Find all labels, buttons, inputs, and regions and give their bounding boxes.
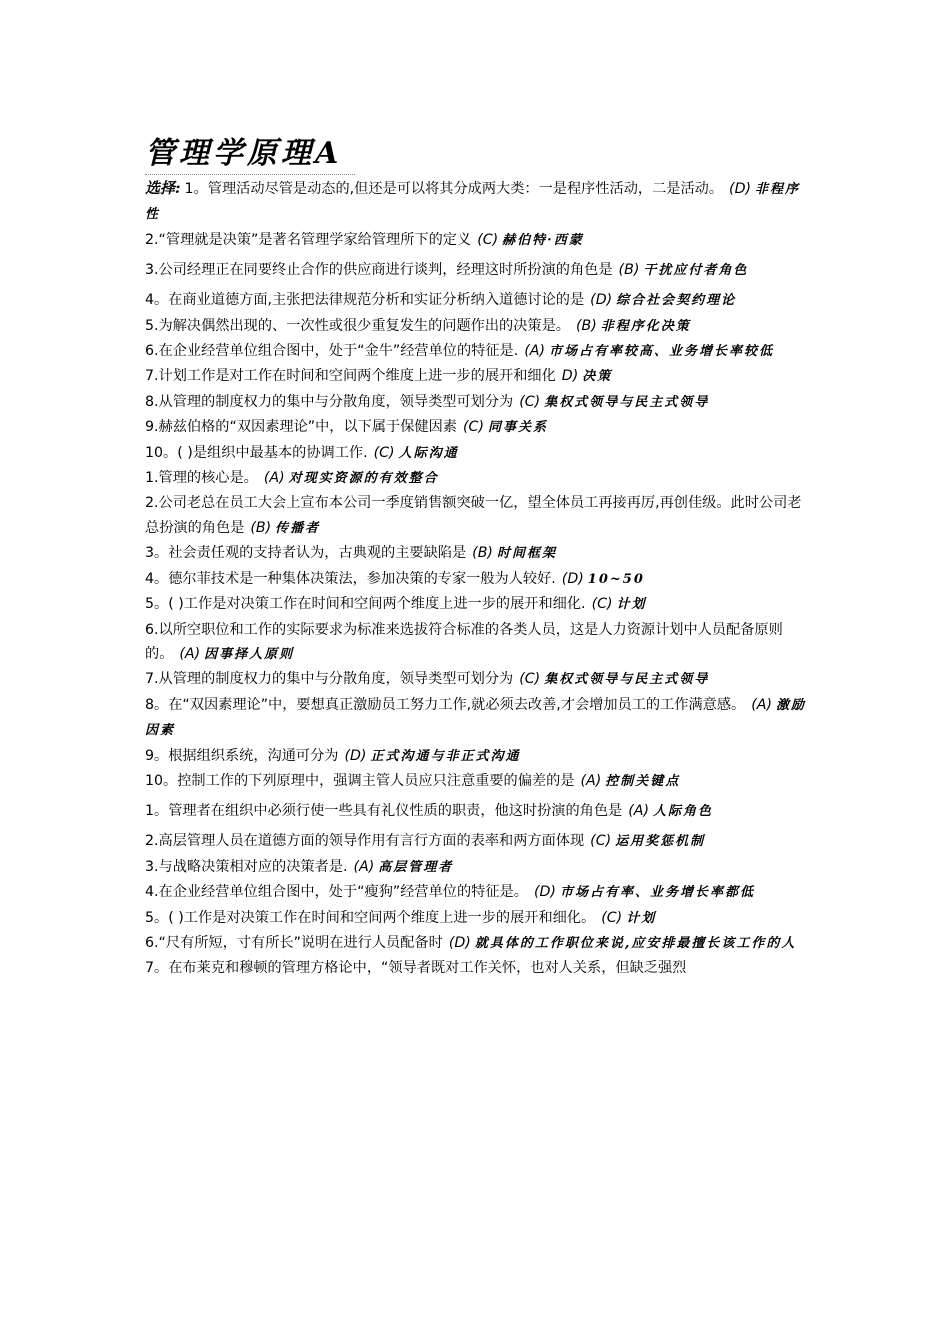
answer-option: (D) — [590, 292, 613, 309]
answer-text: 综合社会契约理论 — [616, 293, 737, 309]
answer-text: 对现实资源的有效整合 — [288, 471, 439, 487]
answer-option: (D) — [561, 570, 584, 587]
question-text: 4.在企业经营单位组合图中，处于“瘦狗”经营单位的特征是。 — [145, 884, 528, 901]
question-item — [145, 491, 807, 541]
answer-text: 高层管理者 — [378, 859, 454, 875]
answer-text: 市场占有率较高、业务增长率较低 — [549, 344, 775, 360]
question-text: 7.计划工作是对工作在时间和空间两个维度上进一步的展开和细化 — [145, 368, 556, 385]
question-item — [145, 228, 807, 253]
question-item — [145, 931, 807, 956]
question-text: 9.赫兹伯格的“双因素理论”中，以下属于保健因素 — [145, 419, 457, 436]
question-item — [145, 618, 807, 668]
question-item — [145, 176, 807, 228]
question-item — [145, 769, 807, 794]
answer-option: (A) — [580, 772, 602, 789]
question-item — [145, 744, 807, 769]
answer-option: (C) — [463, 419, 484, 436]
answer-option: (D) — [729, 181, 752, 197]
answer-text: 人际角色 — [653, 804, 714, 820]
answer-text: 10~50 — [587, 571, 645, 587]
answer-option: (D) — [533, 884, 556, 901]
answer-text: 市场占有率、业务增长率都低 — [559, 885, 755, 901]
answer-option: (C) — [590, 833, 612, 850]
question-text: 3.与战略决策相对应的决策者是. — [145, 858, 348, 875]
answer-option: (C) — [477, 231, 499, 248]
question-text: 5。( )工作是对决策工作在时间和空间两个维度上进一步的展开和细化。 — [145, 909, 596, 926]
question-text: 4。在商业道德方面,主张把法律规范分析和实证分析纳入道德讨论的是 — [145, 292, 585, 309]
question-text: 4。德尔菲技术是一种集体决策法，参加决策的专家一般为人较好. — [145, 570, 556, 587]
answer-option: (A) — [751, 696, 773, 713]
question-text: 1。管理活动尽管是动态的,但还是可以将其分成两大类：一是程序性活动，二是活动。 — [184, 181, 724, 197]
question-text: 2.“管理就是决策”是著名管理学家给管理所下的定义 — [145, 231, 472, 248]
question-text: 8。在“双因素理论”中，要想真正激励员工努力工作,就必须去改善,才会增加员工的工作满意感。 — [145, 696, 746, 713]
answer-text: 集权式领导与民主式领导 — [544, 394, 710, 410]
question-item — [145, 956, 807, 980]
answer-text: 控制关键点 — [605, 773, 681, 789]
answer-text: 激励因素 — [145, 697, 807, 739]
answer-option: (D) — [344, 747, 367, 764]
answer-option: (A) — [524, 343, 546, 360]
question-item — [145, 339, 807, 364]
answer-option: (B) — [575, 317, 597, 334]
question-text: 10。( )是组织中最基本的协调工作. — [145, 444, 368, 461]
answer-text: 计划 — [626, 910, 657, 926]
question-text: 2.高层管理人员在道德方面的领导作用有言行方面的表率和两方面体现 — [145, 833, 585, 850]
answer-option: (C) — [601, 909, 623, 926]
question-item — [145, 567, 807, 592]
answer-option: D) — [561, 368, 579, 385]
answer-text: 正式沟通与非正式沟通 — [370, 748, 521, 764]
answer-option: (A) — [179, 645, 201, 662]
question-item — [145, 880, 807, 905]
question-item — [145, 855, 807, 880]
question-item — [145, 906, 807, 931]
question-item — [145, 466, 807, 491]
question-text: 10。控制工作的下列原理中，强调主管人员应只注意重要的偏差的是 — [145, 772, 575, 789]
answer-text: 计划 — [616, 597, 647, 613]
question-item — [145, 829, 807, 854]
question-text: 5.为解决偶然出现的、一次性或很少重复发生的问题作出的决策是。 — [145, 317, 570, 334]
question-item — [145, 364, 807, 389]
question-text: 7。在布莱克和穆顿的管理方格论中，“领导者既对工作关怀，也对人关系，但缺乏强烈 — [145, 960, 687, 977]
question-list — [145, 176, 807, 981]
answer-text: 传播者 — [275, 520, 321, 536]
question-item — [145, 667, 807, 692]
answer-text: 非程序性 — [145, 182, 801, 223]
answer-option: (C) — [519, 671, 541, 688]
answer-text: 同事关系 — [487, 420, 548, 436]
question-item — [145, 794, 807, 829]
question-text: 6.以所空职位和工作的实际要求为标准来选拔符合标准的各类人员，这是人力资源计划中人员配备原则的。 — [145, 621, 783, 662]
answer-option: (A) — [263, 470, 285, 487]
answer-text: 因事择人原则 — [204, 646, 295, 662]
answer-option: (D) — [448, 934, 471, 951]
question-item — [145, 541, 807, 566]
answer-option: (B) — [472, 545, 493, 562]
question-text: 3.公司经理正在同要终止合作的供应商进行谈判，经理这时所扮演的角色是 — [145, 262, 613, 279]
answer-option: (C) — [519, 393, 541, 410]
question-text: 9。根据组织系统，沟通可分为 — [145, 747, 339, 764]
answer-option: (B) — [250, 519, 272, 536]
answer-text: 人际沟通 — [398, 445, 459, 461]
answer-text: 集权式领导与民主式领导 — [544, 672, 710, 688]
answer-option: (C) — [591, 596, 613, 613]
answer-text: 赫伯特·西蒙 — [502, 232, 584, 248]
answer-text: 时间框架 — [496, 546, 557, 562]
section-label: 选择: — [145, 179, 181, 197]
question-text: 8.从管理的制度权力的集中与分散角度，领导类型可划分为 — [145, 393, 514, 410]
question-text: 6.在企业经营单位组合图中，处于“金牛”经营单位的特征是. — [145, 343, 519, 360]
question-text: 1.管理的核心是。 — [145, 470, 258, 487]
question-item — [145, 415, 807, 440]
question-text: 7.从管理的制度权力的集中与分散角度，领导类型可划分为 — [145, 671, 514, 688]
question-item — [145, 441, 807, 466]
question-text: 3。社会责任观的支持者认为，古典观的主要缺陷是 — [145, 545, 467, 562]
question-item — [145, 693, 807, 744]
answer-text: 决策 — [582, 369, 613, 385]
answer-option: (B) — [618, 262, 640, 279]
question-item — [145, 592, 807, 617]
question-item — [145, 288, 807, 313]
answer-text: 就具体的工作职位来说,应安排最擅长该工作的人 — [474, 935, 797, 951]
answer-text: 非程序化决策 — [600, 318, 691, 334]
answer-text: 干扰应付者角色 — [643, 263, 749, 279]
question-text: 2.公司老总在员工大会上宣布本公司一季度销售额突破一亿，望全体员工再接再厉,再创佳级。此时公司老总扮演的角色是 — [145, 495, 802, 536]
answer-option: (A) — [628, 803, 649, 820]
answer-option: (C) — [373, 444, 395, 461]
question-item — [145, 314, 807, 339]
document-title: 管理学原理A — [145, 128, 355, 175]
question-text: 5。( )工作是对决策工作在时间和空间两个维度上进一步的展开和细化. — [145, 596, 586, 613]
answer-option: (A) — [353, 858, 375, 875]
question-item — [145, 390, 807, 415]
question-text: 1。管理者在组织中必须行使一些具有礼仪性质的职责，他这时扮演的角色是 — [145, 803, 623, 820]
answer-text: 运用奖惩机制 — [615, 834, 706, 850]
question-text: 6.“尺有所短，寸有所长”说明在进行人员配备时 — [145, 934, 443, 951]
question-item — [145, 253, 807, 288]
